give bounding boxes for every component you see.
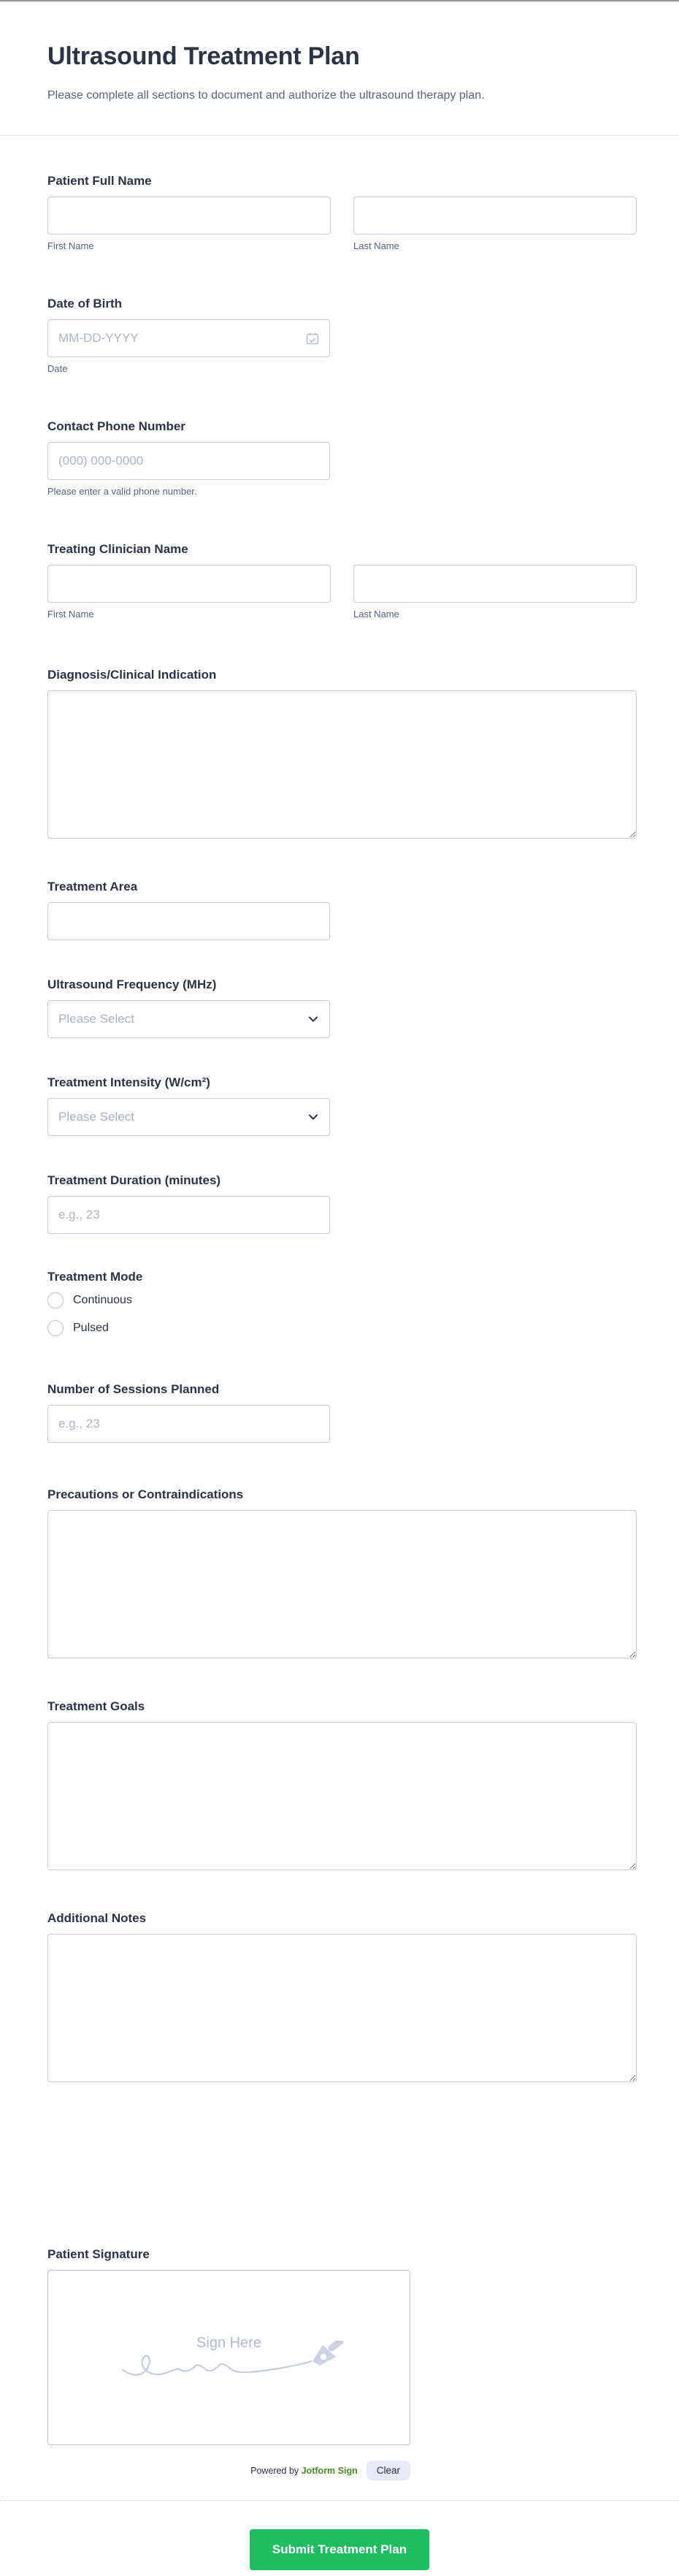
clinician-last-name-sublabel: Last Name — [353, 609, 399, 620]
clear-signature-button[interactable]: Clear — [367, 2461, 410, 2480]
patient-first-name-input[interactable] — [47, 197, 331, 235]
sessions-label: Number of Sessions Planned — [47, 1382, 220, 1396]
patient-first-col — [47, 197, 331, 251]
treatment-area-input[interactable] — [47, 902, 330, 940]
radio-icon[interactable] — [47, 1320, 64, 1336]
field-treatment-area — [47, 880, 637, 940]
signature-label: Patient Signature — [47, 2247, 150, 2261]
field-notes — [47, 1911, 637, 2086]
mode-label: Treatment Mode — [47, 1270, 143, 1284]
patient-name-label: Patient Full Name — [47, 174, 152, 188]
patient-first-name-sublabel: First Name — [47, 240, 94, 251]
field-dob — [47, 297, 637, 374]
mode-option-pulsed-label: Pulsed — [73, 1322, 109, 1334]
phone-helper: Please enter a valid phone number. — [47, 486, 197, 497]
dob-label: Date of Birth — [47, 297, 122, 310]
powered-by-prefix: Powered by — [250, 2465, 299, 2476]
radio-icon[interactable] — [47, 1292, 64, 1308]
frequency-select[interactable] — [47, 1000, 330, 1038]
mode-option-pulsed[interactable] — [47, 1320, 637, 1336]
field-goals — [47, 1699, 637, 1874]
page-title: Ultrasound Treatment Plan — [47, 42, 360, 70]
page-subtitle: Please complete all sections to document and authorize the ultrasound therapy plan. — [47, 89, 485, 102]
phone-input[interactable] — [47, 442, 330, 480]
patient-last-col — [353, 197, 637, 251]
field-mode — [47, 1270, 637, 1348]
sign-here-hint: Sign Here — [196, 2335, 261, 2351]
precautions-label: Precautions or Contraindications — [47, 1487, 244, 1501]
dob-input[interactable] — [47, 319, 330, 357]
goals-textarea[interactable] — [47, 1722, 637, 1870]
clinician-last-col — [353, 565, 637, 620]
goals-label: Treatment Goals — [47, 1699, 145, 1713]
field-patient-name — [47, 174, 637, 251]
treatment-area-label: Treatment Area — [47, 880, 138, 893]
diagnosis-label: Diagnosis/Clinical Indication — [47, 668, 217, 682]
signature-pad[interactable] — [47, 2270, 410, 2445]
patient-last-name-sublabel: Last Name — [353, 240, 399, 251]
field-clinician-name — [47, 542, 637, 620]
mode-option-continuous-label: Continuous — [73, 1294, 132, 1306]
duration-input[interactable] — [47, 1196, 330, 1234]
intensity-select-value: Please Select — [58, 1110, 134, 1124]
signature-footer — [47, 2461, 410, 2480]
clinician-first-name-input[interactable] — [47, 565, 331, 603]
field-sessions — [47, 1382, 637, 1443]
frequency-label: Ultrasound Frequency (MHz) — [47, 978, 217, 991]
signature-scribble-pen-icon — [121, 2341, 348, 2383]
intensity-select[interactable] — [47, 1098, 330, 1136]
clinician-last-name-input[interactable] — [353, 565, 637, 603]
field-diagnosis — [47, 668, 637, 842]
field-precautions — [47, 1487, 637, 1662]
mode-option-continuous[interactable] — [47, 1292, 637, 1308]
sessions-input[interactable] — [47, 1405, 330, 1443]
phone-label: Contact Phone Number — [47, 419, 185, 433]
submit-divider — [0, 2500, 679, 2501]
notes-textarea[interactable] — [47, 1934, 637, 2082]
notes-label: Additional Notes — [47, 1911, 147, 1925]
powered-by-text — [250, 2466, 358, 2476]
clinician-first-col — [47, 565, 331, 620]
clinician-name-label: Treating Clinician Name — [47, 542, 188, 556]
intensity-label: Treatment Intensity (W/cm²) — [47, 1075, 210, 1089]
chevron-down-icon — [307, 1111, 319, 1123]
precautions-textarea[interactable] — [47, 1510, 637, 1658]
field-signature — [47, 2247, 637, 2445]
header-divider — [0, 135, 679, 136]
field-phone — [47, 419, 637, 497]
clinician-first-name-sublabel: First Name — [47, 609, 94, 620]
field-duration — [47, 1173, 637, 1234]
chevron-down-icon — [307, 1013, 319, 1025]
field-frequency — [47, 978, 637, 1038]
submit-button[interactable]: Submit Treatment Plan — [250, 2529, 429, 2570]
dob-sublabel: Date — [47, 363, 68, 374]
window-top-edge — [0, 0, 679, 1]
diagnosis-textarea[interactable] — [47, 690, 637, 839]
frequency-select-value: Please Select — [58, 1012, 134, 1026]
jotform-sign-brand: Jotform Sign — [301, 2465, 358, 2476]
duration-label: Treatment Duration (minutes) — [47, 1173, 221, 1187]
patient-last-name-input[interactable] — [353, 197, 637, 235]
field-intensity — [47, 1075, 637, 1136]
